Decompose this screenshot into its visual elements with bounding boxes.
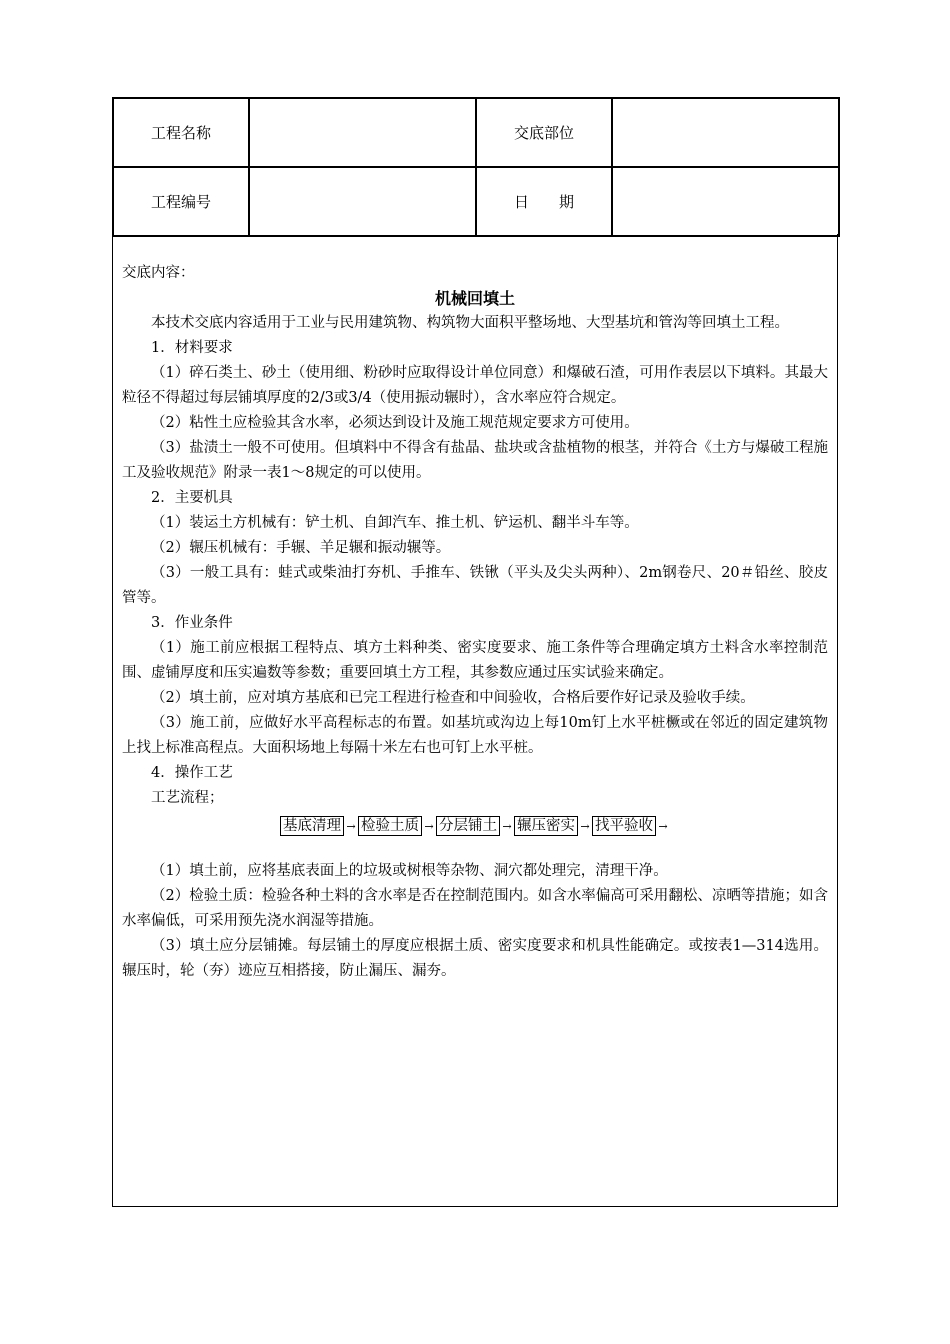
process-flow — [122, 813, 828, 839]
document-title: 机械回填土 — [434, 289, 515, 308]
flow-step: 找平验收 — [592, 816, 656, 836]
paragraph: （1）填土前，应将基底表面上的垃圾或树根等杂物、洞穴都处理完，清理干净。 — [151, 863, 668, 879]
flow-step: 分层铺土 — [436, 816, 500, 836]
paragraph: （2）辗压机械有：手辗、羊足辗和振动辗等。 — [151, 540, 451, 556]
section-heading: 2．主要机具 — [151, 490, 233, 506]
handover-content — [122, 261, 828, 984]
flow-step: 辗压密实 — [514, 816, 578, 836]
arrow-right-icon: → — [346, 819, 356, 833]
project-name-label: 工程名称 — [113, 98, 249, 167]
header-row-2 — [113, 167, 839, 236]
paragraph: （2）填土前，应对填方基底和已完工程进行检查和中间验收，合格后要作好记录及验收手续。 — [151, 690, 755, 706]
date-label: 日 期 — [476, 167, 612, 236]
paragraph: （1）碎石类土、砂土（使用细、粉砂时应取得设计单位同意）和爆破石渣，可用作表层以下填料。其最大粒径不得超过每层铺填厚度的2/3或3/4（使用振动辗时），含水率应符合规定。 — [122, 365, 828, 406]
flow-step: 基底清理 — [280, 816, 344, 836]
paragraph: （2）检验土质：检验各种土料的含水率是否在控制范围内。如含水率偏高可采用翻松、凉晒等措施；如含水率偏低，可采用预先浇水润湿等措施。 — [122, 888, 828, 929]
header-row-1 — [113, 98, 839, 167]
arrow-right-icon: → — [658, 819, 668, 833]
arrow-right-icon: → — [580, 819, 590, 833]
intro-label: 交底内容： — [122, 265, 195, 281]
section-heading: 4．操作工艺 — [151, 765, 233, 781]
paragraph: （1）施工前应根据工程特点、填方土料种类、密实度要求、施工条件等合理确定填方土料含水率控制范围、虚铺厚度和压实遍数等参数；重要回填土方工程，其参数应通过压实试验来确定。 — [122, 640, 828, 681]
paragraph: （1）装运土方机械有：铲土机、自卸汽车、推土机、铲运机、翻半斗车等。 — [151, 515, 639, 531]
handover-part-value — [612, 98, 839, 167]
section-heading: 3．作业条件 — [151, 615, 233, 631]
paragraph: （3）一般工具有：蛙式或柴油打夯机、手推车、铁锹（平头及尖头两种）、2m钢卷尺、20＃铅丝、胶皮管等。 — [122, 565, 828, 606]
paragraph: 本技术交底内容适用于工业与民用建筑物、构筑物大面积平整场地、大型基坑和管沟等回填土工程。 — [151, 315, 789, 331]
handover-part-label: 交底部位 — [476, 98, 612, 167]
project-number-label: 工程编号 — [113, 167, 249, 236]
arrow-right-icon: → — [502, 819, 512, 833]
header-table — [112, 97, 840, 237]
project-number-value — [249, 167, 476, 236]
section-heading: 1．材料要求 — [151, 340, 233, 356]
arrow-right-icon: → — [424, 819, 434, 833]
date-value — [612, 167, 839, 236]
flow-step: 检验土质 — [358, 816, 422, 836]
paragraph: 工艺流程； — [151, 790, 224, 806]
paragraph: （3）盐渍土一般不可使用。但填料中不得含有盐晶、盐块或含盐植物的根茎，并符合《土方与爆破工程施工及验收规范》附录一表1～8规定的可以使用。 — [122, 440, 828, 481]
paragraph: （3）施工前，应做好水平高程标志的布置。如基坑或沟边上每10m钉上水平桩橛或在邻近的固定建筑物上找上标准高程点。大面积场地上每隔十米左右也可钉上水平桩。 — [122, 715, 828, 756]
paragraph: （3）填土应分层铺摊。每层铺土的厚度应根据土质、密实度要求和机具性能确定。或按表1—314选用。辗压时，轮（夯）迹应互相搭接，防止漏压、漏夯。 — [122, 938, 828, 979]
paragraph: （2）粘性土应检验其含水率，必须达到设计及施工规范规定要求方可使用。 — [151, 415, 639, 431]
project-name-value — [249, 98, 476, 167]
